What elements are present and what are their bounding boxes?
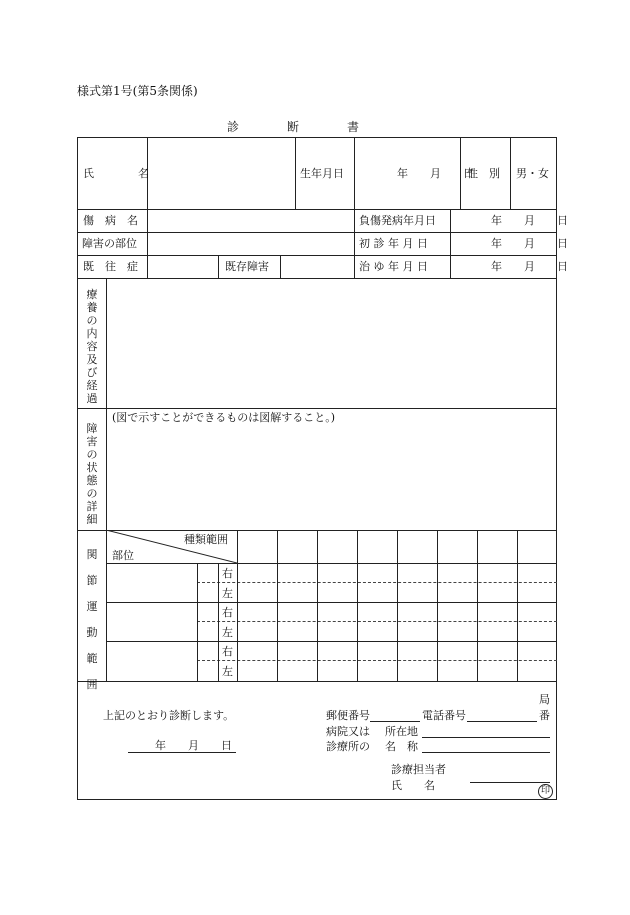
vrule-joint-c3 [317, 530, 318, 681]
vrule-joint-c8 [517, 530, 518, 681]
row3-left: 左 [222, 665, 233, 678]
joint-header-part: 部位 [112, 549, 134, 562]
rule-injury-bottom [77, 232, 557, 233]
vrule-side-label [106, 278, 107, 681]
rule-joint-row1-bottom [106, 602, 557, 603]
vrule-joint-b [218, 563, 219, 681]
phone-label: 電話番号 [422, 709, 466, 722]
treatment-label: 療養の内容及び経過 [86, 288, 98, 405]
vrule-birth-left [295, 137, 296, 209]
joint-label: 関節運動範囲 [86, 548, 98, 691]
row3-right: 右 [222, 645, 233, 658]
rule-joint-header-bottom [106, 563, 557, 564]
site-label: 障害の部位 [82, 237, 137, 250]
sex-label: 性 別 [467, 167, 500, 180]
document-title: 診 断 書 [227, 120, 360, 134]
existing-field[interactable] [282, 257, 353, 277]
row1-right: 右 [222, 567, 233, 580]
location-underline[interactable] [422, 737, 550, 738]
row2-left: 左 [222, 626, 233, 639]
cure-label: 治 ゆ 年 月 日 [359, 260, 428, 273]
dash-row1 [197, 582, 557, 583]
name-label: 氏 名 [83, 167, 149, 180]
postal-label: 郵便番号 [326, 709, 370, 722]
injury-date-value[interactable]: 年 月 日 [491, 214, 568, 227]
vrule-existing-right [280, 255, 281, 278]
vrule-joint-a [197, 563, 198, 681]
vrule-joint-c4 [357, 530, 358, 681]
rule-name-bottom [77, 209, 557, 210]
phone-underline[interactable] [467, 721, 537, 722]
hospital-line2: 診療所の [326, 740, 370, 753]
existing-label: 既存障害 [225, 260, 269, 273]
doctor-name-underline[interactable] [470, 782, 550, 783]
seal-icon: 印 [538, 784, 553, 799]
rule-joint-bottom [77, 681, 557, 682]
vrule-joint-c7 [477, 530, 478, 681]
injury-field[interactable] [149, 211, 353, 231]
dash-row3 [197, 660, 557, 661]
vrule-mid [354, 137, 355, 278]
facility-name-label: 名 称 [385, 740, 418, 753]
vrule-joint-c6 [437, 530, 438, 681]
condition-field[interactable] [108, 426, 556, 529]
cure-value[interactable]: 年 月 日 [491, 260, 568, 273]
vrule-existing-left [218, 255, 219, 278]
postal-underline[interactable] [370, 721, 420, 722]
condition-note: (図で示すことができるものは図解すること。) [112, 411, 336, 424]
vrule-joint-c2 [277, 530, 278, 681]
row2-right: 右 [222, 606, 233, 619]
sex-value[interactable]: 男・女 [516, 167, 549, 180]
history-field[interactable] [149, 257, 217, 277]
rule-site-bottom [77, 255, 557, 256]
injury-date-label: 負傷発病年月日 [359, 214, 436, 227]
row1-left: 左 [222, 587, 233, 600]
vrule-sex-right [510, 137, 511, 209]
site-field[interactable] [149, 234, 353, 254]
injury-label: 傷 病 名 [83, 214, 138, 227]
vrule-date-col [450, 209, 451, 278]
location-label: 所在地 [385, 725, 418, 738]
issue-date[interactable]: 年 月 日 [155, 739, 232, 752]
joint-header-type: 種類範囲 [184, 533, 228, 546]
vrule-joint-c5 [397, 530, 398, 681]
rule-treatment-bottom [77, 408, 557, 409]
rule-joint-row2-bottom [106, 641, 557, 642]
facility-name-underline[interactable] [422, 752, 550, 753]
ban-label: 番 [539, 709, 550, 722]
doctor-title: 診療担当者 [391, 763, 446, 776]
doctor-name-label: 氏 名 [391, 779, 435, 792]
first-visit-value[interactable]: 年 月 日 [491, 237, 568, 250]
treatment-field[interactable] [108, 280, 556, 407]
rule-history-bottom [77, 278, 557, 279]
hospital-line1: 病院又は [326, 725, 370, 738]
dash-row2 [197, 621, 557, 622]
issue-date-underline [128, 752, 236, 753]
vrule-joint-c1 [237, 530, 238, 681]
name-field[interactable] [149, 139, 293, 207]
history-label: 既 往 症 [83, 260, 138, 273]
condition-label: 障害の状態の詳細 [86, 422, 98, 526]
statement: 上記のとおり診断します。 [103, 709, 235, 722]
vrule-label-col [147, 137, 148, 278]
first-visit-label: 初 診 年 月 日 [359, 237, 428, 250]
form-code: 様式第1号(第5条関係) [77, 84, 198, 98]
birth-value[interactable]: 年 月 日 [397, 167, 474, 180]
kyoku-label: 局 [539, 693, 550, 706]
birth-label: 生年月日 [300, 167, 344, 180]
